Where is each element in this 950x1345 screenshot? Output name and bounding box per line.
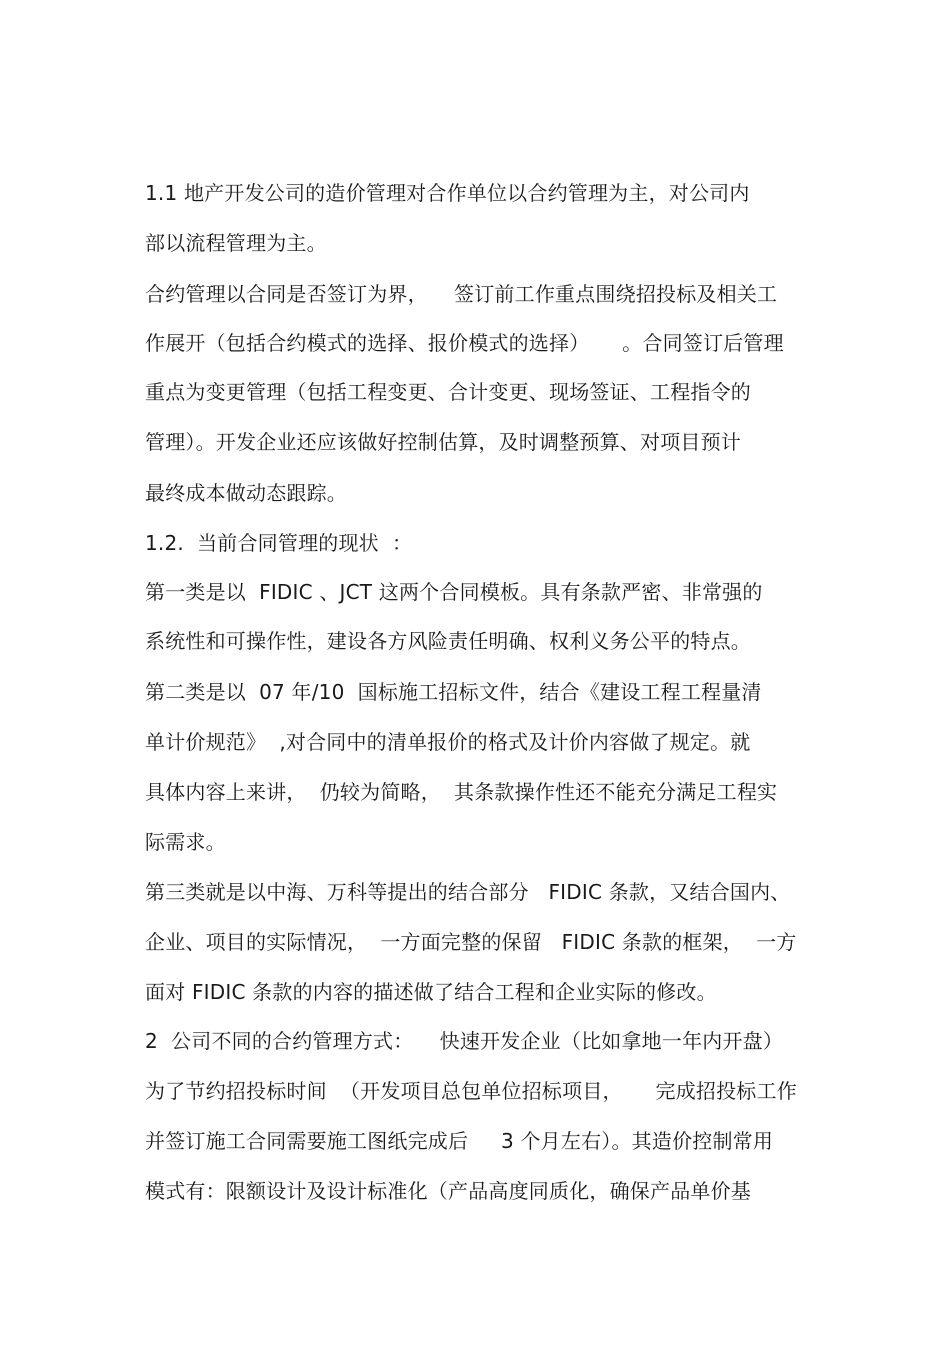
text-line: 单计价规范》 ,对合同中的清单报价的格式及计价内容做了规定。就	[145, 730, 751, 754]
text-line: 企业、项目的实际情况， 一方面完整的保留 FIDIC 条款的框架， 一方	[145, 930, 797, 954]
text-line: 管理）。开发企业还应该做好控制估算，及时调整预算、对项目预计	[145, 430, 741, 454]
text-line: 系统性和可操作性，建设各方风险责任明确、权利义务公平的特点。	[145, 629, 751, 653]
text-line: 第二类是以 07 年/10 国标施工招标文件，结合《建设工程工程量清	[145, 680, 762, 704]
text-line: 部以流程管理为主。	[145, 231, 327, 255]
text-line: 面对 FIDIC 条款的内容的描述做了结合工程和企业实际的修改。	[145, 980, 717, 1004]
text-line: 最终成本做动态跟踪。	[145, 481, 347, 505]
text-line: 模式有：限额设计及设计标准化（产品高度同质化，确保产品单价基	[145, 1179, 751, 1203]
text-line: 际需求。	[145, 830, 226, 854]
text-line: 合约管理以合同是否签订为界， 签订前工作重点围绕招投标及相关工	[145, 282, 778, 306]
section-heading: 1.2. 当前合同管理的现状 ：	[145, 531, 413, 555]
text-line: 为了节约招投标时间 （开发项目总包单位招标项目， 完成招投标工作	[145, 1079, 797, 1103]
text-line: 第一类是以 FIDIC 、JCT 这两个合同模板。具有条款严密、非常强的	[145, 580, 763, 604]
text-line: 具体内容上来讲， 仍较为简略， 其条款操作性还不能充分满足工程实	[145, 780, 778, 804]
text-line: 并签订施工合同需要施工图纸完成后 3 个月左右）。其造价控制常用	[145, 1129, 774, 1153]
text-line: 1.1 地产开发公司的造价管理对合作单位以合约管理为主，对公司内	[145, 181, 750, 205]
text-line: 重点为变更管理（包括工程变更、合计变更、现场签证、工程指令的	[145, 380, 751, 404]
text-line: 作展开（包括合约模式的选择、报价模式的选择） 。合同签订后管理	[145, 331, 784, 355]
text-line: 2 公司不同的合约管理方式： 快速开发企业（比如拿地一年内开盘）	[145, 1029, 784, 1053]
text-line: 第三类就是以中海、万科等提出的结合部分 FIDIC 条款，又结合国内、	[145, 880, 791, 904]
